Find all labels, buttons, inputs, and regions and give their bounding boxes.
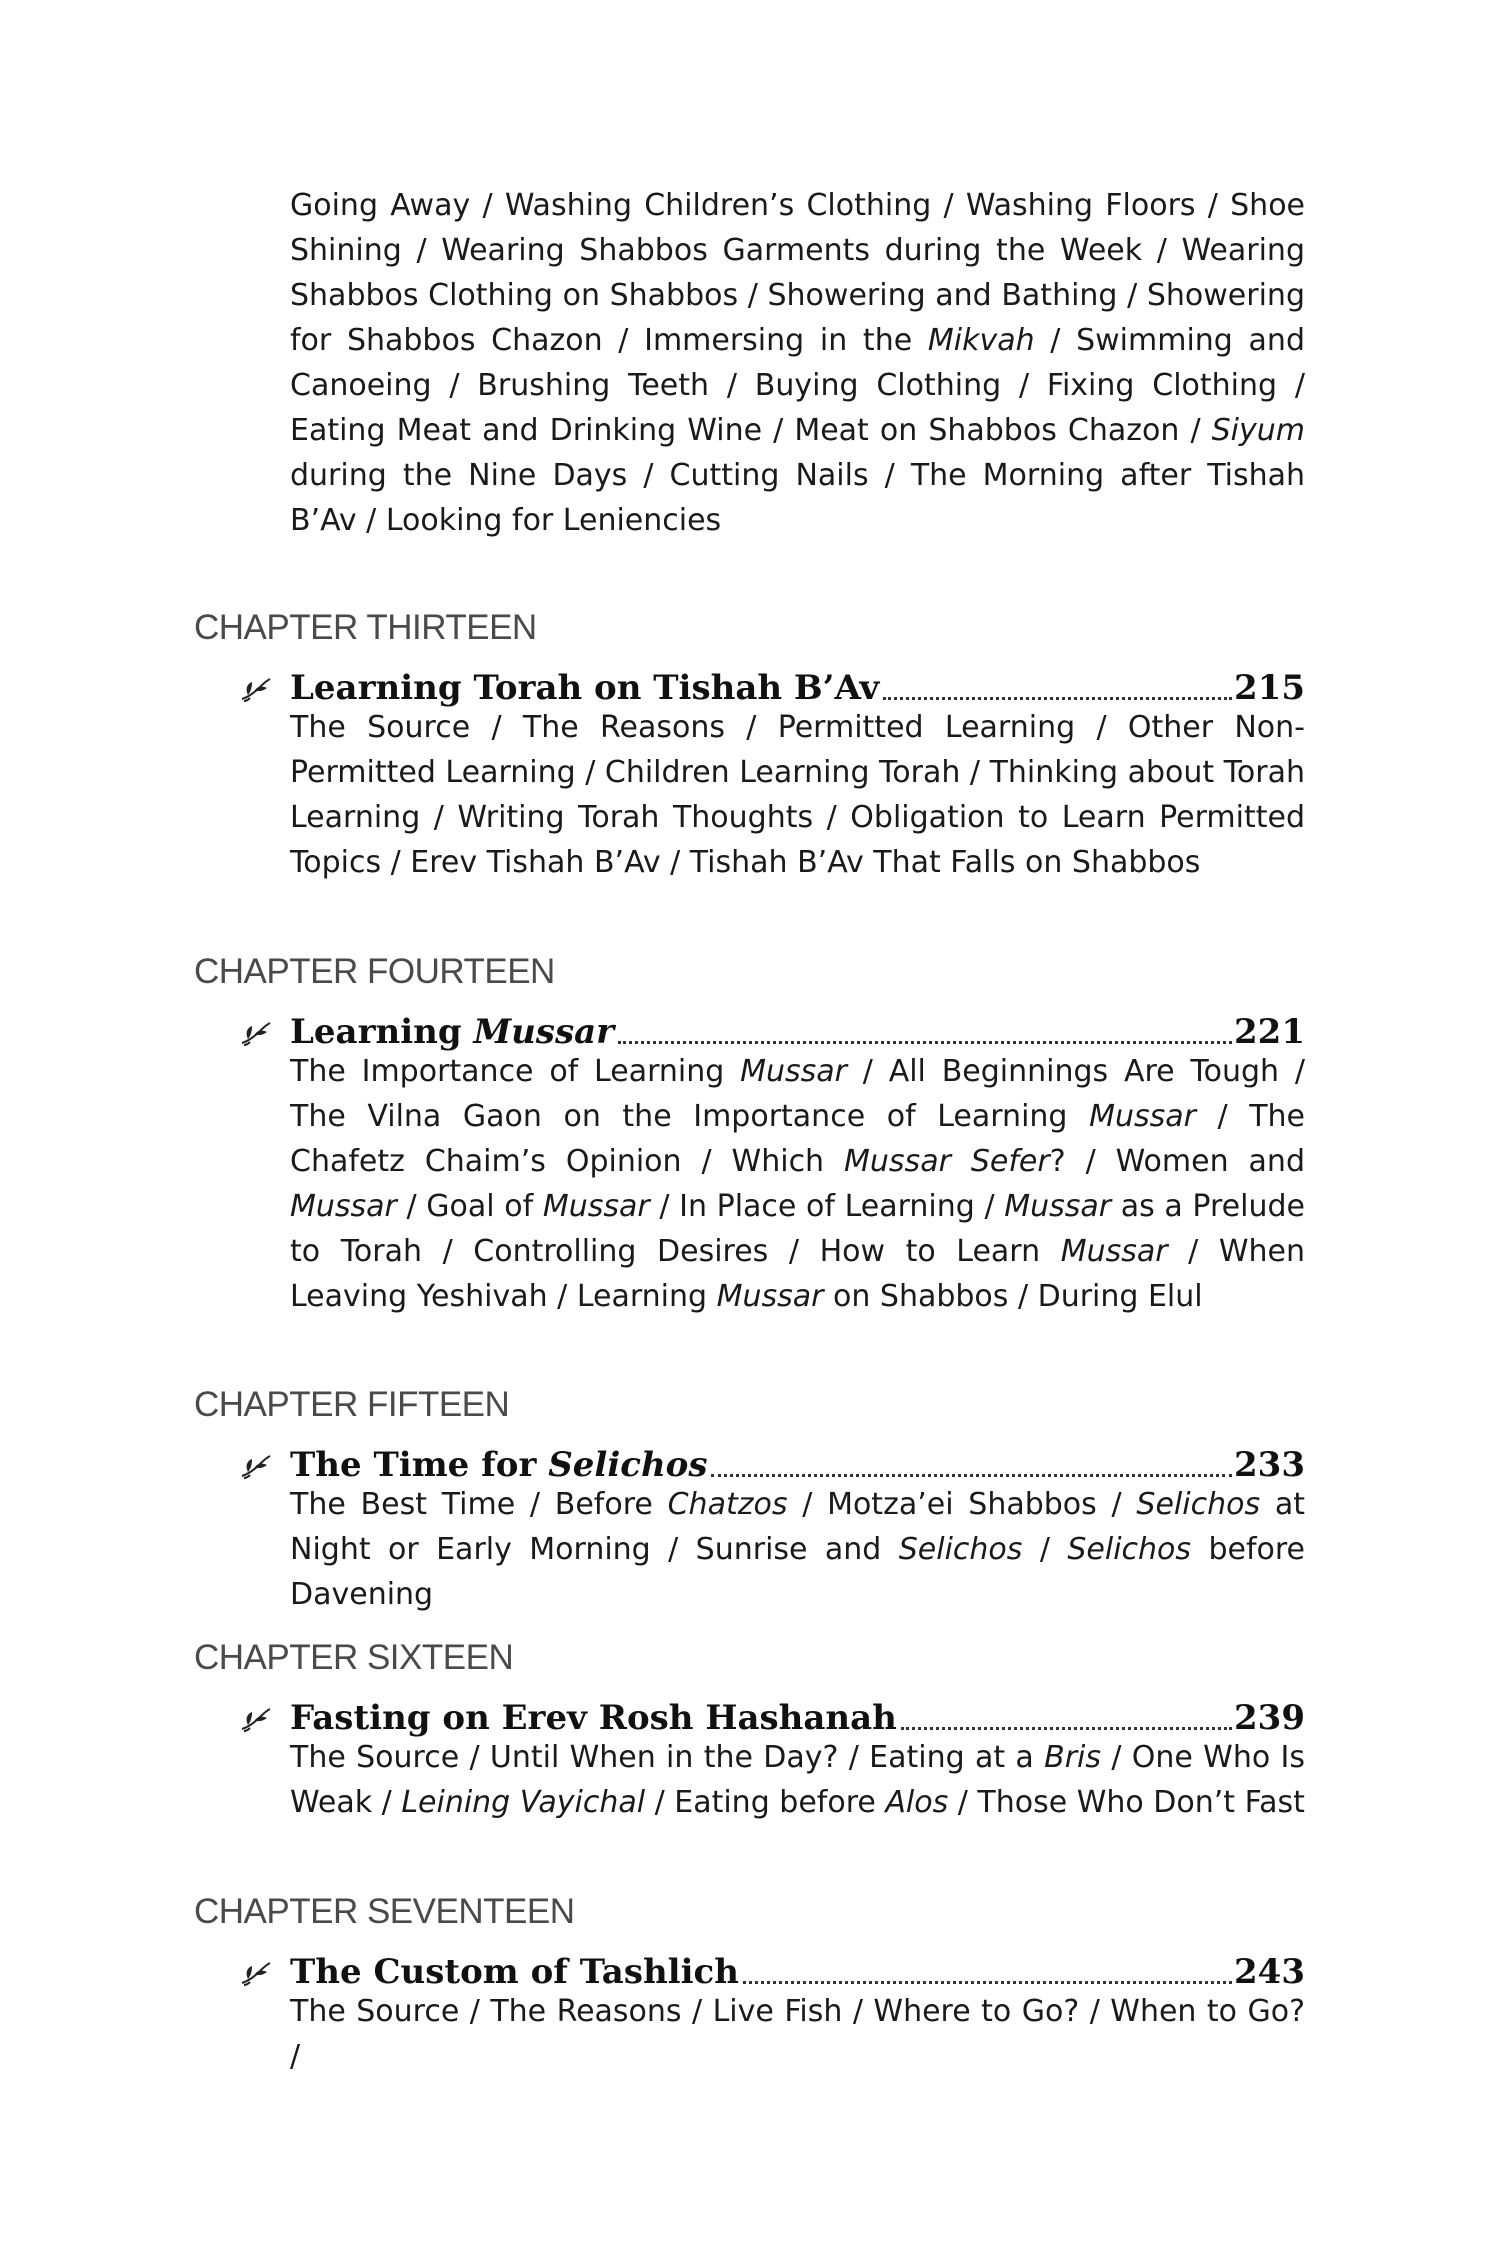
chapter-14-title-text: Learning: [290, 1012, 474, 1052]
chapter-15-title: [290, 1443, 707, 1487]
intro-italic-siyum: Siyum: [1211, 413, 1305, 448]
t-italic: Mussar: [290, 1189, 397, 1224]
chapter-13-entry[interactable]: [240, 658, 1305, 710]
dot-leader: [883, 696, 1232, 700]
leaf-ornament-icon: [240, 670, 290, 710]
t-italic: Selichos: [1136, 1487, 1261, 1522]
chapter-13-topics: [290, 705, 1305, 885]
t: / Goal of: [396, 1189, 543, 1224]
chapter-14-page: 221: [1234, 1012, 1305, 1052]
t-italic: Bris: [1044, 1740, 1102, 1775]
t-italic: Selichos: [1067, 1532, 1192, 1567]
t: / When Leaving Yeshivah / Learning: [290, 1234, 1306, 1314]
leaf-ornament-icon: [240, 1700, 290, 1740]
t: / All Beginnings Are Tough / The Vilna Gaon on the Importance of Learning: [290, 1054, 1305, 1134]
dot-leader: [711, 1473, 1232, 1477]
chapter-17-label: CHAPTER SEVENTEEN: [194, 1892, 575, 1931]
dot-leader: [901, 1726, 1232, 1730]
intro-text-3: during the Nine Days / Cutting Nails / The Morning after Tishah B’Av / Looking for Leniencies: [290, 458, 1305, 538]
chapter-13-title: [290, 666, 879, 710]
t: / The Chafetz Chaim’s Opinion / Which: [290, 1099, 1306, 1179]
chapter-17-page: 243: [1234, 1952, 1305, 1992]
chapter-14-title: [290, 1010, 614, 1054]
t-italic: Mussar Sefer: [844, 1144, 1050, 1179]
t-italic: Mussar: [1060, 1234, 1168, 1269]
t: ? / Women and: [1049, 1144, 1305, 1179]
chapter-14-title-italic: Mussar: [473, 1012, 615, 1052]
chapter-13-topics-text: The Source / The Reasons / Permitted Learning / Other Non-Permitted Learning / Children Learning Torah / Thinking about Torah Learning / Writing Torah Thoughts / Obligation to Learn Permitted Topics / Erev Tishah B’Av / Tishah B’Av That Falls on Shabbos: [290, 710, 1305, 880]
leaf-ornament-icon: [240, 1014, 290, 1054]
chapter-13-label: CHAPTER THIRTEEN: [194, 608, 537, 647]
chapter-15-title-text: The Time for: [290, 1445, 549, 1485]
t-italic: Mussar: [542, 1189, 650, 1224]
chapter-15-page: 233: [1234, 1445, 1305, 1485]
t-italic: Mussar: [716, 1279, 824, 1314]
chapter-17-topics-text: The Source / The Reasons / Live Fish / Where to Go? / When to Go? /: [290, 1994, 1305, 2074]
leaf-ornament-icon: [240, 1447, 290, 1487]
chapter-16-title: [290, 1696, 897, 1740]
t: The Source / Until When in the Day? / Eating at a: [290, 1740, 1045, 1775]
chapter-14-topics: [290, 1049, 1305, 1319]
dot-leader: [618, 1040, 1232, 1044]
t: on Shabbos / During Elul: [823, 1279, 1203, 1314]
t: / Eating before: [645, 1785, 886, 1820]
t: / Those Who Don’t Fast: [948, 1785, 1305, 1820]
chapter-16-entry[interactable]: [240, 1688, 1305, 1740]
intro-text-1: Going Away / Washing Children’s Clothing / Washing Floors / Shoe Shining / Wearing Shabbos Garments during the Week / Wearing Shabbos Clothing on Shabbos / Showering and Bathing / Showering for Shabbos Chazon / Immersing in the: [290, 188, 1305, 358]
chapter-16-title-text: Fasting on Erev Rosh Hashanah: [290, 1698, 897, 1738]
chapter-15-label: CHAPTER FIFTEEN: [194, 1385, 510, 1424]
chapter-16-page: 239: [1234, 1698, 1305, 1738]
leaf-ornament-icon: [240, 1954, 290, 1994]
t: / In Place of Learning /: [649, 1189, 1005, 1224]
chapter-17-title: [290, 1950, 739, 1994]
t: at Night or Early Morning / Sunrise and: [290, 1487, 1305, 1567]
t: before Davening: [290, 1532, 1305, 1612]
t: as a Prelude to Torah / Controlling Desires / How to Learn: [290, 1189, 1305, 1269]
dot-leader: [743, 1980, 1232, 1984]
t-italic: Chatzos: [667, 1487, 788, 1522]
intro-italic-mikvah: Mikvah: [927, 323, 1035, 358]
t-italic: Leining Vayichal: [401, 1785, 646, 1820]
t-italic: Mussar: [740, 1054, 847, 1089]
chapter-16-label: CHAPTER SIXTEEN: [194, 1638, 514, 1677]
chapter-14-entry[interactable]: [240, 1002, 1305, 1054]
chapter-14-label: CHAPTER FOURTEEN: [194, 952, 555, 991]
intro-text-2: / Swimming and Canoeing / Brushing Teeth / Buying Clothing / Fixing Clothing / Eating Meat and Drinking Wine / Meat on Shabbos Chazon /: [290, 323, 1305, 448]
intro-topics: [290, 183, 1305, 543]
t: The Importance of Learning: [290, 1054, 741, 1089]
t-italic: Alos: [885, 1785, 949, 1820]
t-italic: Mussar: [1004, 1189, 1112, 1224]
chapter-15-topics: [290, 1482, 1305, 1617]
chapter-17-title-text: The Custom of Tashlich: [290, 1952, 739, 1992]
t: / One Who Is Weak /: [290, 1740, 1305, 1820]
chapter-13-page: 215: [1234, 668, 1305, 708]
t: / Motza’ei Shabbos /: [787, 1487, 1137, 1522]
chapter-17-entry[interactable]: [240, 1942, 1305, 1994]
t: The Best Time / Before: [290, 1487, 668, 1522]
t-italic: Mussar: [1089, 1099, 1196, 1134]
t: /: [1022, 1532, 1068, 1567]
chapter-13-title-text: Learning Torah on Tishah B’Av: [290, 668, 880, 708]
t-italic: Selichos: [898, 1532, 1023, 1567]
chapter-17-topics: [290, 1989, 1305, 2079]
chapter-15-title-italic: Selichos: [548, 1445, 708, 1485]
chapter-16-topics: [290, 1735, 1305, 1825]
chapter-15-entry[interactable]: [240, 1435, 1305, 1487]
